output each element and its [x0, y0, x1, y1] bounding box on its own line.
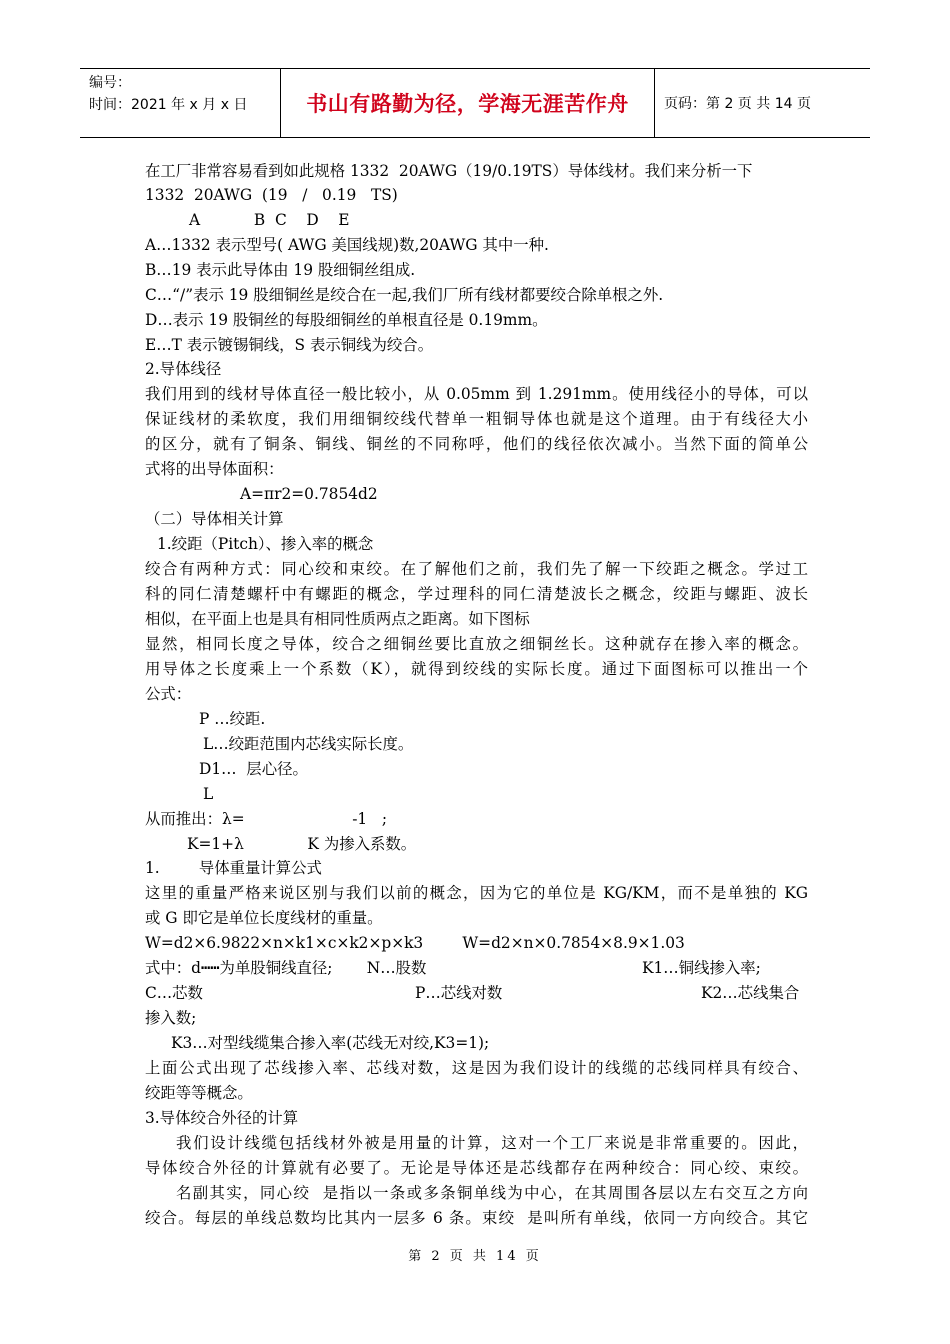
- body-line: 绞距等等概念。: [145, 1084, 253, 1102]
- page-header: [80, 68, 870, 138]
- variable-definition: K3…对型线缆集合掺入率(芯线无对绞,K3=1);: [171, 1034, 490, 1052]
- body-line: 1332 20AWG (19 / 0.19 TS): [145, 186, 398, 204]
- body-line: 这里的重量严格来说区别与我们以前的概念，因为它的单位是 KG/KM，而不是单独的 KG: [145, 884, 808, 902]
- body-line: 科的同仁清楚螺杆中有螺距的概念，学过理科的同仁清楚波长之概念，绞距与螺距、波长: [145, 585, 808, 603]
- variable-definition: K2…芯线集合: [701, 984, 800, 1002]
- body-line: 的区分，就有了铜条、铜线、铜丝的不同称呼，他们的线径依次减小。当然下面的简单公: [145, 435, 808, 453]
- body-line: 绞合。每层的单线总数均比其内一层多 6 条。束绞 是叫所有单线，依同一方向绞合。其它: [145, 1209, 808, 1227]
- variable-definition: P…芯线对数: [415, 984, 503, 1002]
- definition-length: L…绞距范围内芯线实际长度。: [203, 735, 414, 753]
- body-line: C…“/”表示 19 股细铜丝是绞合在一起,我们厂所有线材都要绞合除单根之外.: [145, 286, 664, 304]
- body-line: B…19 表示此导体由 19 股细铜丝组成.: [145, 261, 416, 279]
- formula-lambda: 从而推出：λ= -1 ;: [145, 810, 388, 828]
- variable-definition: 式中：d┅┅为单股铜线直径; N…股数: [145, 959, 427, 977]
- page-footer: 第 2 页 共 14 页: [408, 1249, 542, 1264]
- section-heading: 1. 导体重量计算公式: [145, 859, 322, 877]
- variable-definition: 掺入数;: [145, 1009, 197, 1027]
- header-meta-cell: [80, 69, 281, 137]
- document-date-label: 时间：2021 年 x 月 x 日: [89, 97, 248, 113]
- body-line: 我们设计线缆包括线材外被是用量的计算，这对一个工厂来说是非常重要的。因此，: [176, 1134, 808, 1152]
- body-line: 上面公式出现了芯线掺入率、芯线对数，这是因为我们设计的线缆的芯线同样具有绞合、: [145, 1059, 808, 1077]
- body-line: D…表示 19 股铜丝的每股细铜丝的单根直径是 0.19mm。: [145, 311, 548, 329]
- body-line: 或 G 即它是单位长度线材的重量。: [145, 909, 383, 927]
- formula-weight: W=d2×6.9822×n×k1×c×k2×p×k3 W=d2×n×0.7854×8.9×1.03: [145, 934, 685, 952]
- subsection-heading: 1.绞距（Pitch）、掺入率的概念: [157, 535, 374, 553]
- body-line: 公式：: [145, 685, 192, 703]
- definition-layer-diameter: D1… 层心径。: [199, 760, 308, 778]
- body-line: 显然，相同长度之导体，绞合之细铜丝要比直放之细铜丝长。这种就存在掺入率的概念。: [145, 635, 808, 653]
- body-line: A B C D E: [189, 211, 350, 229]
- variable-definition: K1…铜线掺入率;: [642, 959, 761, 977]
- header-page-info: 页码：第 2 页 共 14 页: [664, 96, 811, 112]
- body-line: 保证线材的柔软度，我们用细铜绞线代替单一粗铜导体也就是这个道理。由于有线径大小: [145, 410, 808, 428]
- formula-fragment: L: [203, 785, 214, 803]
- body-line: 相似，在平面上也是具有相同性质两点之距离。如下图标: [145, 610, 530, 628]
- body-line: 绞合有两种方式：同心绞和束绞。在了解他们之前，我们先了解一下绞距之概念。学过工: [145, 560, 808, 578]
- variable-definition: C…芯数: [145, 984, 203, 1002]
- formula-k: K=1+λ K 为掺入系数。: [187, 835, 417, 853]
- section-heading: 3.导体绞合外径的计算: [145, 1109, 299, 1127]
- definition-pitch: P …绞距.: [199, 710, 266, 728]
- body-line: 导体绞合外径的计算就有必要了。无论是导体还是芯线都存在两种绞合：同心绞、束绞。: [145, 1159, 808, 1177]
- body-line: 用导体之长度乘上一个系数（K），就得到绞线的实际长度。通过下面图标可以推出一个: [145, 660, 808, 678]
- body-line: 在工厂非常容易看到如此规格 1332 20AWG（19/0.19TS）导体线材。我们来分析一下: [145, 162, 753, 180]
- header-motto: 书山有路勤为径，学海无涯苦作舟: [306, 92, 629, 116]
- body-line: A…1332 表示型号( AWG 美国线规)数,20AWG 其中一种.: [145, 236, 549, 254]
- header-page-cell: [655, 69, 870, 137]
- document-number-label: 编号：: [89, 75, 131, 91]
- body-line: 我们用到的线材导体直径一般比较小，从 0.05mm 到 1.291mm。使用线径小的导体，可以: [145, 385, 808, 403]
- body-line: E…T 表示镀锡铜线，S 表示铜线为绞合。: [145, 336, 434, 354]
- body-line: 名副其实，同心绞 是指以一条或多条铜单线为中心，在其周围各层以左右交互之方向: [176, 1184, 808, 1202]
- formula-area: A=πr2=0.7854d2: [240, 485, 378, 503]
- section-heading: 2.导体线径: [145, 360, 222, 378]
- body-line: 式将的出导体面积：: [145, 460, 284, 478]
- header-motto-cell: [281, 69, 655, 137]
- section-heading: （二）导体相关计算: [145, 510, 284, 528]
